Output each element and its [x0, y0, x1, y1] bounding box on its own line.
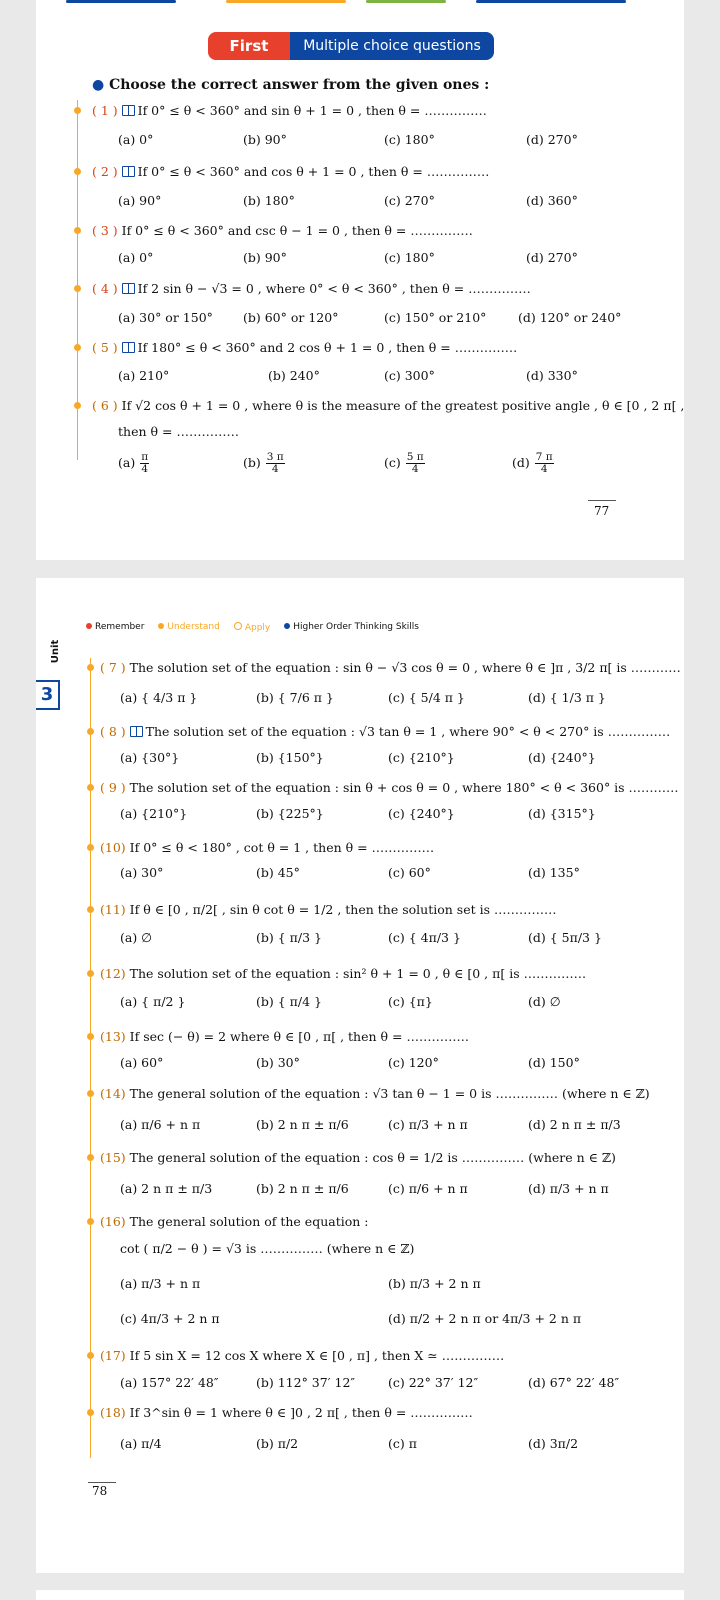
question-8: ( 8 ) The solution set of the equation : √3 tan θ = 1 , where 90° < θ < 270° is …………… — [100, 724, 671, 739]
q16-option-d[interactable]: (d) π/2 + 2 n π or 4π/3 + 2 n π — [388, 1311, 582, 1326]
q13-option-c[interactable]: (c) 120° — [388, 1055, 439, 1070]
q15-option-b[interactable]: (b) 2 n π ± π/6 — [256, 1181, 349, 1196]
q7-option-d[interactable]: (d) { 1/3 π } — [528, 690, 606, 705]
level-dot — [87, 1409, 94, 1416]
question-17: (17) If 5 sin X = 12 cos X where X ∈ [0 , π] , then X ≃ …………… — [100, 1348, 505, 1363]
question-12: (12) The solution set of the equation : sin² θ + 1 = 0 , θ ∈ [0 , π[ is …………… — [100, 966, 587, 981]
q1-option-a[interactable]: (a) 0° — [118, 132, 154, 147]
legend-hots: Higher Order Thinking Skills — [284, 622, 419, 633]
q17-option-c[interactable]: (c) 22° 37′ 12″ — [388, 1375, 479, 1390]
instruction: ● Choose the correct answer from the given ones : — [92, 77, 490, 93]
question-13: (13) If sec (− θ) = 2 where θ ∈ [0 , π[ , then θ = …………… — [100, 1029, 469, 1044]
legend-apply: Apply — [234, 622, 270, 633]
book-icon — [122, 166, 135, 177]
q2-option-c[interactable]: (c) 270° — [384, 193, 435, 208]
next-page-edge — [36, 1590, 684, 1600]
q10-option-d[interactable]: (d) 135° — [528, 865, 580, 880]
fraction: $\frac{5 \pi}{4}$ — [406, 451, 424, 475]
level-dot — [74, 168, 81, 175]
q9-option-a[interactable]: (a) {210°} — [120, 806, 188, 821]
level-dot — [74, 344, 81, 351]
question-10: (10) If 0° ≤ θ < 180° , cot θ = 1 , then θ = …………… — [100, 840, 435, 855]
page-77 — [36, 0, 684, 560]
question-9: ( 9 ) The solution set of the equation : sin θ + cos θ = 0 , where 180° < θ < 360° is ………… — [100, 780, 679, 795]
margin-line — [90, 658, 91, 1458]
q3-option-d[interactable]: (d) 270° — [526, 250, 578, 265]
q4-option-d[interactable]: (d) 120° or 240° — [518, 310, 622, 325]
book-icon — [130, 726, 143, 737]
q11-option-a[interactable]: (a) ∅ — [120, 930, 153, 945]
q11-option-b[interactable]: (b) { π/3 } — [256, 930, 322, 945]
q18-option-b[interactable]: (b) π/2 — [256, 1436, 299, 1451]
unit-number: 3 — [36, 680, 60, 710]
q13-option-b[interactable]: (b) 30° — [256, 1055, 300, 1070]
q10-option-b[interactable]: (b) 45° — [256, 865, 300, 880]
q7-option-b[interactable]: (b) { 7/6 π } — [256, 690, 334, 705]
q12-option-a[interactable]: (a) { π/2 } — [120, 994, 186, 1009]
difficulty-legend — [86, 622, 419, 633]
q9-option-b[interactable]: (b) {225°} — [256, 806, 324, 821]
legend-remember: Remember — [86, 622, 144, 633]
q17-option-b[interactable]: (b) 112° 37′ 12″ — [256, 1375, 356, 1390]
q17-option-a[interactable]: (a) 157° 22′ 48″ — [120, 1375, 219, 1390]
q9-option-c[interactable]: (c) {240°} — [388, 806, 455, 821]
level-dot — [87, 1154, 94, 1161]
fraction: $\frac{3 \pi}{4}$ — [266, 451, 284, 475]
q5-option-c[interactable]: (c) 300° — [384, 368, 435, 383]
q14-option-d[interactable]: (d) 2 n π ± π/3 — [528, 1117, 621, 1132]
q3-option-b[interactable]: (b) 90° — [243, 250, 287, 265]
level-dot — [87, 1090, 94, 1097]
q7-option-c[interactable]: (c) { 5/4 π } — [388, 690, 465, 705]
level-dot — [87, 1033, 94, 1040]
q14-option-b[interactable]: (b) 2 n π ± π/6 — [256, 1117, 349, 1132]
first-label: First — [208, 32, 290, 60]
q8-option-b[interactable]: (b) {150°} — [256, 750, 324, 765]
page-number-rule — [88, 1482, 116, 1483]
q17-option-d[interactable]: (d) 67° 22′ 48″ — [528, 1375, 620, 1390]
page-number-rule — [588, 500, 616, 501]
level-dot — [74, 285, 81, 292]
q18-option-c[interactable]: (c) π — [388, 1436, 417, 1451]
q2-option-d[interactable]: (d) 360° — [526, 193, 578, 208]
q8-option-c[interactable]: (c) {210°} — [388, 750, 455, 765]
page-number: 77 — [594, 504, 610, 518]
q14-option-a[interactable]: (a) π/6 + n π — [120, 1117, 201, 1132]
level-dot — [87, 1218, 94, 1225]
q1-option-d[interactable]: (d) 270° — [526, 132, 578, 147]
q4-option-c[interactable]: (c) 150° or 210° — [384, 310, 487, 325]
question-5: ( 5 ) If 180° ≤ θ < 360° and 2 cos θ + 1 = 0 , then θ = …………… — [92, 340, 518, 355]
q8-option-d[interactable]: (d) {240°} — [528, 750, 596, 765]
q12-option-c[interactable]: (c) {π} — [388, 994, 433, 1009]
level-dot — [87, 664, 94, 671]
q4-option-a[interactable]: (a) 30° or 150° — [118, 310, 213, 325]
level-dot — [87, 844, 94, 851]
q6-option-d[interactable]: (d) $\frac{7 \pi}{4}$ — [512, 451, 553, 475]
question-2: ( 2 ) If 0° ≤ θ < 360° and cos θ + 1 = 0 , then θ = …………… — [92, 164, 490, 179]
q6-option-a[interactable]: (a) $\frac{\pi}{4}$ — [118, 451, 149, 475]
q12-option-d[interactable]: (d) ∅ — [528, 994, 561, 1009]
q10-option-c[interactable]: (c) 60° — [388, 865, 431, 880]
fraction: $\frac{7 \pi}{4}$ — [535, 451, 553, 475]
q2-option-b[interactable]: (b) 180° — [243, 193, 295, 208]
q15-option-d[interactable]: (d) π/3 + n π — [528, 1181, 609, 1196]
q7-option-a[interactable]: (a) { 4/3 π } — [120, 690, 198, 705]
level-dot — [87, 906, 94, 913]
question-14: (14) The general solution of the equation : √3 tan θ − 1 = 0 is …………… (where n ∈ ℤ) — [100, 1086, 650, 1101]
question-6-line2: then θ = …………… — [118, 424, 239, 439]
q15-option-c[interactable]: (c) π/6 + n π — [388, 1181, 468, 1196]
level-dot — [87, 728, 94, 735]
section-title: Multiple choice questions — [290, 32, 494, 60]
q12-option-b[interactable]: (b) { π/4 } — [256, 994, 322, 1009]
unit-label: Unit — [50, 639, 62, 664]
legend-understand: Understand — [158, 622, 219, 633]
q10-option-a[interactable]: (a) 30° — [120, 865, 164, 880]
q16-option-b[interactable]: (b) π/3 + 2 n π — [388, 1276, 481, 1291]
level-dot — [87, 1352, 94, 1359]
q13-option-d[interactable]: (d) 150° — [528, 1055, 580, 1070]
q8-option-a[interactable]: (a) {30°} — [120, 750, 180, 765]
q4-option-b[interactable]: (b) 60° or 120° — [243, 310, 339, 325]
question-16: (16) The general solution of the equation : — [100, 1214, 369, 1229]
q15-option-a[interactable]: (a) 2 n π ± π/3 — [120, 1181, 213, 1196]
book-icon — [122, 283, 135, 294]
level-dot — [87, 970, 94, 977]
q13-option-a[interactable]: (a) 60° — [120, 1055, 164, 1070]
book-icon — [122, 105, 135, 116]
question-6: ( 6 ) If √2 cos θ + 1 = 0 , where θ is the measure of the greatest positive angle , θ ∈ [0 , 2 π[ , — [92, 398, 685, 413]
q5-option-b[interactable]: (b) 240° — [268, 368, 320, 383]
q6-option-c[interactable]: (c) $\frac{5 \pi}{4}$ — [384, 451, 424, 475]
question-3: ( 3 ) If 0° ≤ θ < 360° and csc θ − 1 = 0 , then θ = …………… — [92, 223, 473, 238]
level-dot — [74, 107, 81, 114]
level-dot — [74, 227, 81, 234]
question-18: (18) If 3^sin θ = 1 where θ ∈ ]0 , 2 π[ , then θ = …………… — [100, 1405, 473, 1420]
page-78 — [36, 578, 684, 1573]
q9-option-d[interactable]: (d) {315°} — [528, 806, 596, 821]
top-strip — [36, 0, 684, 6]
q16-option-c[interactable]: (c) 4π/3 + 2 n π — [120, 1311, 220, 1326]
q1-option-b[interactable]: (b) 90° — [243, 132, 287, 147]
question-7: ( 7 ) The solution set of the equation : sin θ − √3 cos θ = 0 , where θ ∈ ]π , 3/2 π[ is ………… — [100, 660, 681, 675]
book-icon — [122, 342, 135, 353]
q3-option-a[interactable]: (a) 0° — [118, 250, 154, 265]
fraction: $\frac{\pi}{4}$ — [141, 451, 149, 475]
q16-option-a[interactable]: (a) π/3 + n π — [120, 1276, 201, 1291]
question-11: (11) If θ ∈ [0 , π/2[ , sin θ cot θ = 1/2 , then the solution set is …………… — [100, 902, 557, 917]
question-16-line2: cot ( π/2 − θ ) = √3 is …………… (where n ∈ ℤ) — [120, 1241, 415, 1256]
question-4: ( 4 ) If 2 sin θ − √3 = 0 , where 0° < θ < 360° , then θ = …………… — [92, 281, 531, 296]
q6-option-b[interactable]: (b) $\frac{3 \pi}{4}$ — [243, 451, 284, 475]
q2-option-a[interactable]: (a) 90° — [118, 193, 162, 208]
q14-option-c[interactable]: (c) π/3 + n π — [388, 1117, 468, 1132]
question-15: (15) The general solution of the equation : cos θ = 1/2 is …………… (where n ∈ ℤ) — [100, 1150, 616, 1165]
question-1: ( 1 ) If 0° ≤ θ < 360° and sin θ + 1 = 0 , then θ = …………… — [92, 103, 487, 118]
q1-option-c[interactable]: (c) 180° — [384, 132, 435, 147]
q18-option-d[interactable]: (d) 3π/2 — [528, 1436, 579, 1451]
q3-option-c[interactable]: (c) 180° — [384, 250, 435, 265]
level-dot — [74, 402, 81, 409]
q11-option-d[interactable]: (d) { 5π/3 } — [528, 930, 602, 945]
page-number: 78 — [92, 1484, 108, 1498]
q11-option-c[interactable]: (c) { 4π/3 } — [388, 930, 461, 945]
q5-option-a[interactable]: (a) 210° — [118, 368, 170, 383]
section-header — [208, 32, 494, 60]
q18-option-a[interactable]: (a) π/4 — [120, 1436, 162, 1451]
level-dot — [87, 784, 94, 791]
q5-option-d[interactable]: (d) 330° — [526, 368, 578, 383]
